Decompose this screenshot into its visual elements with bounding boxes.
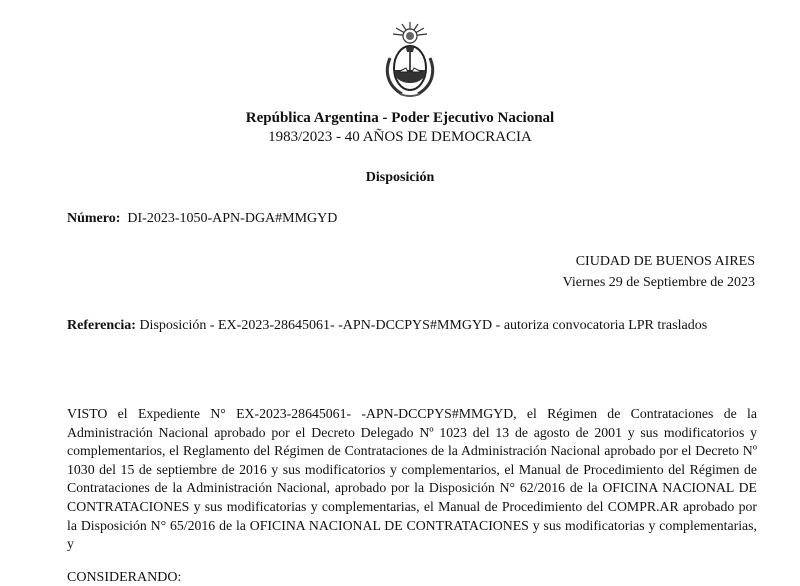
considerando-heading: CONSIDERANDO:: [67, 570, 182, 585]
visto-paragraph: VISTO el Expediente N° EX-2023-28645061- -APN-DCCPYS#MMGYD, el Régimen de Contrataciones de la Administración Nacional aprobado por el Decreto Delegado Nº 1023 del 13 de agosto de 2001 y sus modificatorios y complementarios, el Reglamento del Régimen de Contrataciones de la Administración Nacional aprobado por el Decreto Nº 1030 del 15 de septiembre de 2016 y sus modificatorios y complementarios, el Manual de Procedimiento del Régimen de Contrataciones de la Administración Nacional, aprobado por la Disposición N° 62/2016 de la OFICINA NACIONAL DE CONTRATACIONES y sus modificatorias y complementarias, el Manual de Procedimiento del COMPR.AR aprobado por la Disposición N° 65/2016 de la OFICINA NACIONAL DE CONTRATACIONES y sus modificatorias y complementarias, y: [67, 406, 757, 552]
reference-label: Referencia:: [67, 318, 136, 333]
argentina-coat-of-arms-icon: [382, 20, 438, 100]
header-title: República Argentina - Poder Ejecutivo Nacional: [245, 110, 555, 126]
document-number-value: DI-2023-1050-APN-DGA#MMGYD: [127, 211, 338, 226]
header-subtitle: 1983/2023 - 40 AÑOS DE DEMOCRACIA: [268, 129, 532, 145]
document-number: [67, 211, 337, 227]
document-type: Disposición: [365, 170, 435, 185]
city: CIUDAD DE BUENOS AIRES: [575, 254, 755, 269]
reference: [67, 317, 757, 335]
document-date: Viernes 29 de Septiembre de 2023: [562, 275, 755, 290]
document-number-label: Número:: [67, 211, 121, 226]
reference-text: Disposición - EX-2023-28645061- -APN-DCCPYS#MMGYD - autoriza convocatoria LPR traslados: [139, 318, 708, 333]
